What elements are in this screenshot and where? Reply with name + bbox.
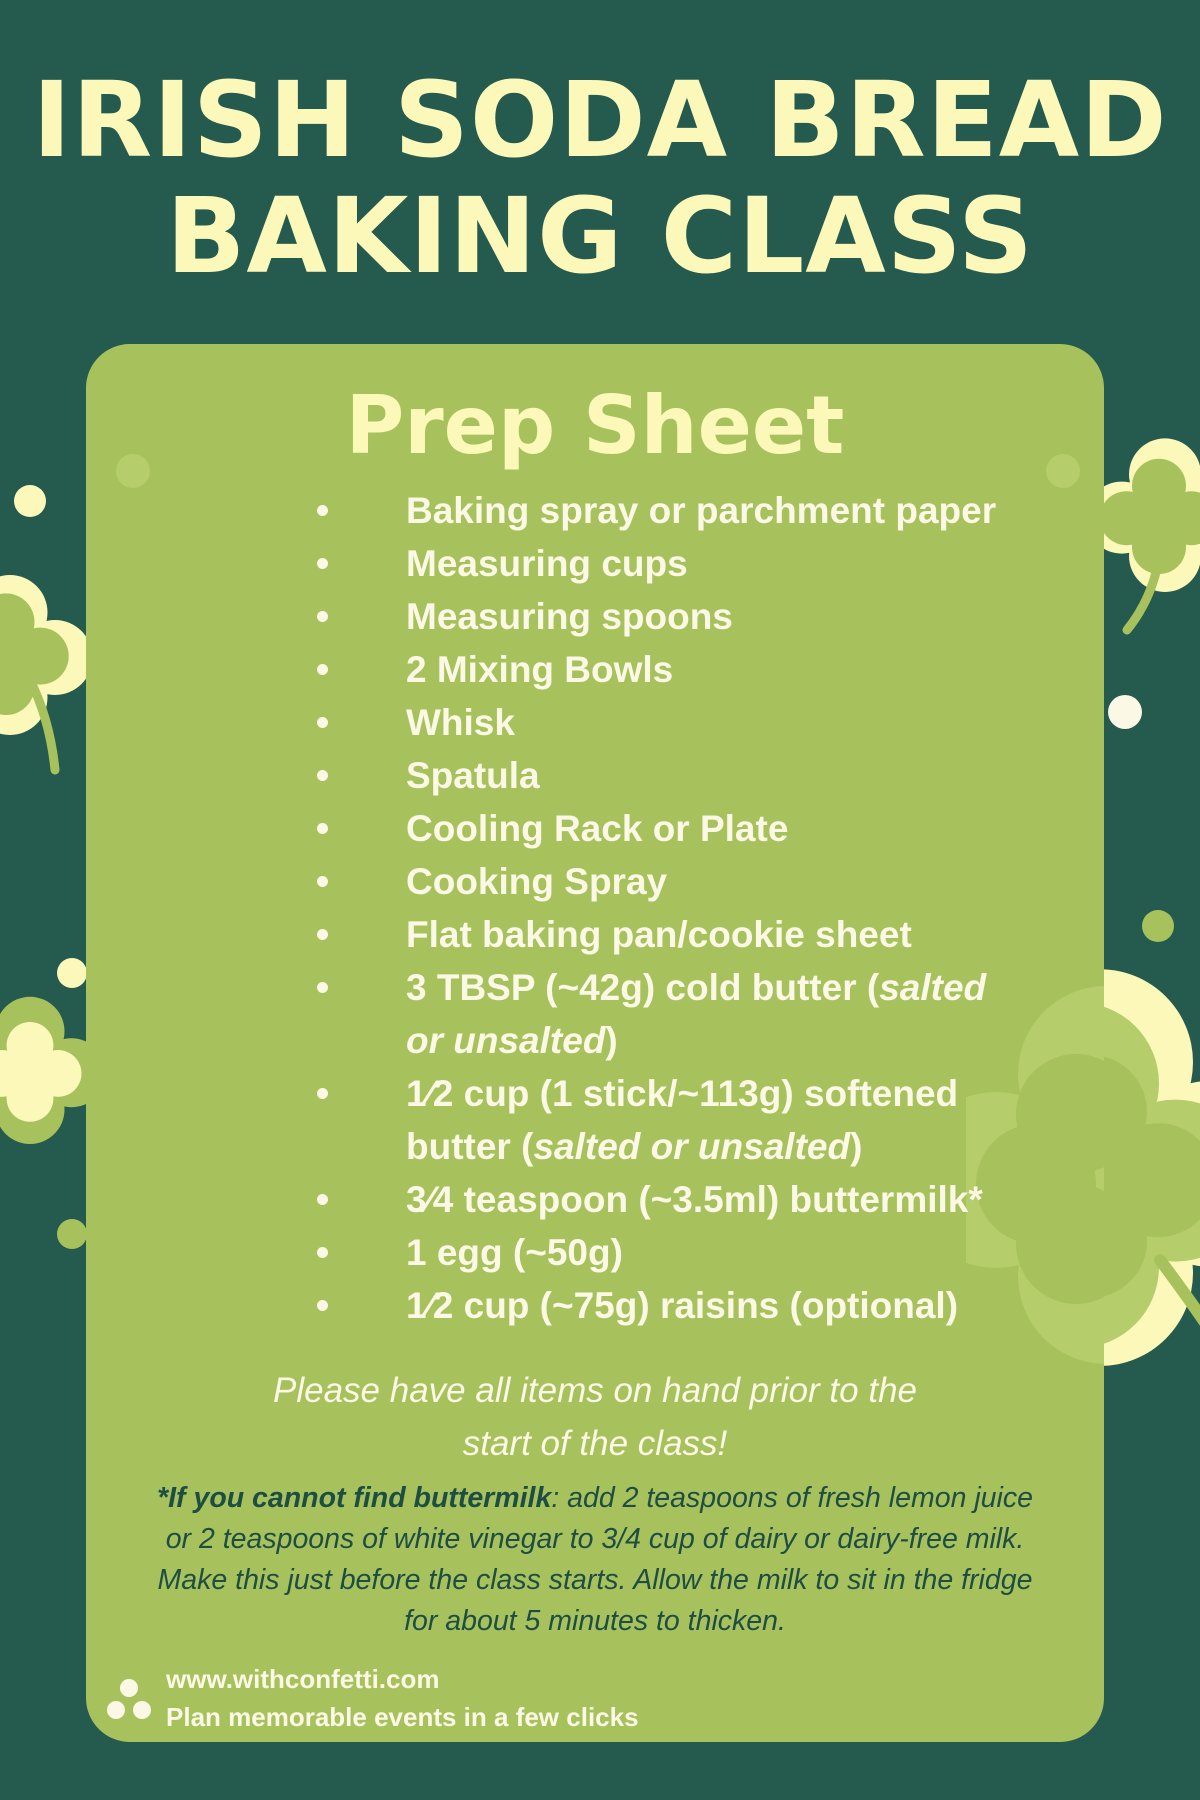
reminder-text: Please have all items on hand prior to the start of the class! — [273, 1371, 917, 1463]
bullet-icon — [317, 823, 328, 834]
list-item: Spatula — [320, 749, 1040, 802]
bullet-icon — [317, 1300, 328, 1311]
footer — [166, 1660, 639, 1736]
list-item: Baking spray or parchment paper — [320, 484, 1040, 537]
title-line-2: BAKING CLASS — [166, 175, 1034, 297]
confetti-dot — [57, 958, 87, 988]
list-item: Flat baking pan/cookie sheet — [320, 908, 1040, 961]
list-item: Cooking Spray — [320, 855, 1040, 908]
title-line-1: IRISH SODA BREAD — [32, 59, 1168, 181]
footer-url[interactable]: www.withconfetti.com — [166, 1664, 440, 1694]
footer-tagline: Plan memorable events in a few clicks — [166, 1702, 639, 1732]
list-item: 1 egg (~50g) — [320, 1226, 1040, 1279]
list-item: Cooling Rack or Plate — [320, 802, 1040, 855]
prep-list — [320, 484, 1040, 1332]
confetti-dot — [14, 485, 46, 517]
confetti-dot — [1142, 910, 1174, 942]
buttermilk-note: *If you cannot find buttermilk: add 2 teaspoons of fresh lemon juice or 2 teaspoons of white vinegar to 3/4 cup of dairy or dairy-free milk. Make this just before the class starts. Allow the milk to sit in the fridge for about 5 minutes to thicken. — [157, 1482, 1033, 1637]
bullet-icon — [317, 982, 328, 993]
bullet-icon — [317, 717, 328, 728]
bullet-icon — [317, 876, 328, 887]
prep-sheet-card — [86, 344, 1104, 1742]
bullet-icon — [317, 770, 328, 781]
card-title: Prep Sheet — [345, 379, 845, 472]
bullet-icon — [317, 664, 328, 675]
list-item: 1⁄2 cup (~75g) raisins (optional) — [320, 1279, 1040, 1332]
bullet-icon — [317, 1247, 328, 1258]
list-item: 3⁄4 teaspoon (~3.5ml) buttermilk* — [320, 1173, 1040, 1226]
bullet-icon — [317, 558, 328, 569]
list-item: Measuring cups — [320, 537, 1040, 590]
list-item: 1⁄2 cup (1 stick/~113g) softened butter (salted or unsalted) — [320, 1067, 1040, 1173]
list-item: 3 TBSP (~42g) cold butter (salted or unsalted) — [320, 961, 1040, 1067]
bullet-icon — [317, 1194, 328, 1205]
bullet-icon — [317, 611, 328, 622]
shamrock-icon — [0, 575, 93, 770]
list-item: Measuring spoons — [320, 590, 1040, 643]
confetti-dot — [1108, 695, 1142, 729]
confetti-dot — [57, 1219, 87, 1249]
confetti-logo-icon — [104, 1678, 154, 1724]
bullet-icon — [317, 929, 328, 940]
list-item: 2 Mixing Bowls — [320, 643, 1040, 696]
list-item: Whisk — [320, 696, 1040, 749]
bullet-icon — [317, 1088, 328, 1099]
bullet-icon — [317, 505, 328, 516]
